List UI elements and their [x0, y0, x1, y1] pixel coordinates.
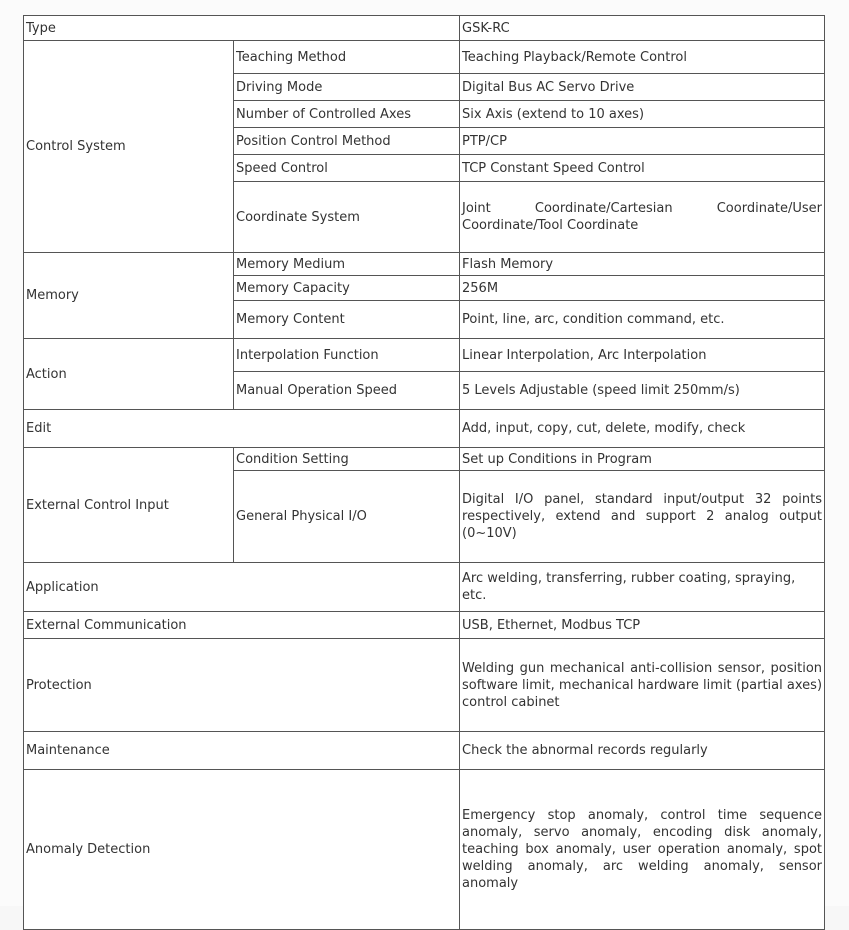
row-label: Memory Content	[234, 301, 460, 339]
row-value: GSK-RC	[460, 16, 825, 41]
row-label: Teaching Method	[234, 41, 460, 74]
row-value: Point, line, arc, condition command, etc.	[460, 301, 825, 339]
row-label: Memory Medium	[234, 253, 460, 276]
row-label: Number of Controlled Axes	[234, 101, 460, 128]
table-row-type	[24, 16, 825, 41]
row-label: Application	[24, 563, 460, 612]
row-value: Set up Conditions in Program	[460, 448, 825, 471]
row-value: Digital Bus AC Servo Drive	[460, 74, 825, 101]
row-value: Add, input, copy, cut, delete, modify, check	[460, 410, 825, 448]
spec-table	[23, 15, 825, 930]
table-row-application	[24, 563, 825, 612]
row-label: Speed Control	[234, 155, 460, 182]
row-label: Memory Capacity	[234, 276, 460, 301]
row-label: Protection	[24, 639, 460, 732]
row-value: USB, Ethernet, Modbus TCP	[460, 612, 825, 639]
table-row-protection	[24, 639, 825, 732]
row-label: Maintenance	[24, 732, 460, 770]
row-value: Check the abnormal records regularly	[460, 732, 825, 770]
row-label: Anomaly Detection	[24, 770, 460, 930]
group-label-control-system: Control System	[24, 41, 234, 253]
table-row	[24, 253, 825, 276]
row-label: Type	[24, 16, 460, 41]
row-value: Joint Coordinate/Cartesian Coordinate/User Coordinate/Tool Coordinate	[460, 182, 825, 253]
group-label-external-control-input: External Control Input	[24, 448, 234, 563]
row-label: Position Control Method	[234, 128, 460, 155]
row-label: External Communication	[24, 612, 460, 639]
row-label: Edit	[24, 410, 460, 448]
row-value: Emergency stop anomaly, control time sequence anomaly, servo anomaly, encoding disk anomaly, teaching box anomaly, user operation anomaly, spot welding anomaly, arc welding anomaly, sensor anomaly	[460, 770, 825, 930]
group-label-memory: Memory	[24, 253, 234, 339]
row-value: Six Axis (extend to 10 axes)	[460, 101, 825, 128]
row-label: General Physical I/O	[234, 471, 460, 563]
row-value: PTP/CP	[460, 128, 825, 155]
table-row	[24, 339, 825, 372]
row-value: Flash Memory	[460, 253, 825, 276]
row-value: Teaching Playback/Remote Control	[460, 41, 825, 74]
row-label: Driving Mode	[234, 74, 460, 101]
row-value: 5 Levels Adjustable (speed limit 250mm/s)	[460, 372, 825, 410]
row-value: Linear Interpolation, Arc Interpolation	[460, 339, 825, 372]
table-row-maintenance	[24, 732, 825, 770]
table-row	[24, 41, 825, 74]
row-label: Manual Operation Speed	[234, 372, 460, 410]
group-label-action: Action	[24, 339, 234, 410]
table-row	[24, 448, 825, 471]
row-value: Digital I/O panel, standard input/output 32 points respectively, extend and support 2 analog output (0~10V)	[460, 471, 825, 563]
row-label: Condition Setting	[234, 448, 460, 471]
row-label: Coordinate System	[234, 182, 460, 253]
row-value: 256M	[460, 276, 825, 301]
row-value: Arc welding, transferring, rubber coating, spraying, etc.	[460, 563, 825, 612]
table-row-edit	[24, 410, 825, 448]
row-value: TCP Constant Speed Control	[460, 155, 825, 182]
row-value: Welding gun mechanical anti-collision sensor, position software limit, mechanical hardware limit (partial axes) control cabinet	[460, 639, 825, 732]
table-row-external-communication	[24, 612, 825, 639]
row-label: Interpolation Function	[234, 339, 460, 372]
